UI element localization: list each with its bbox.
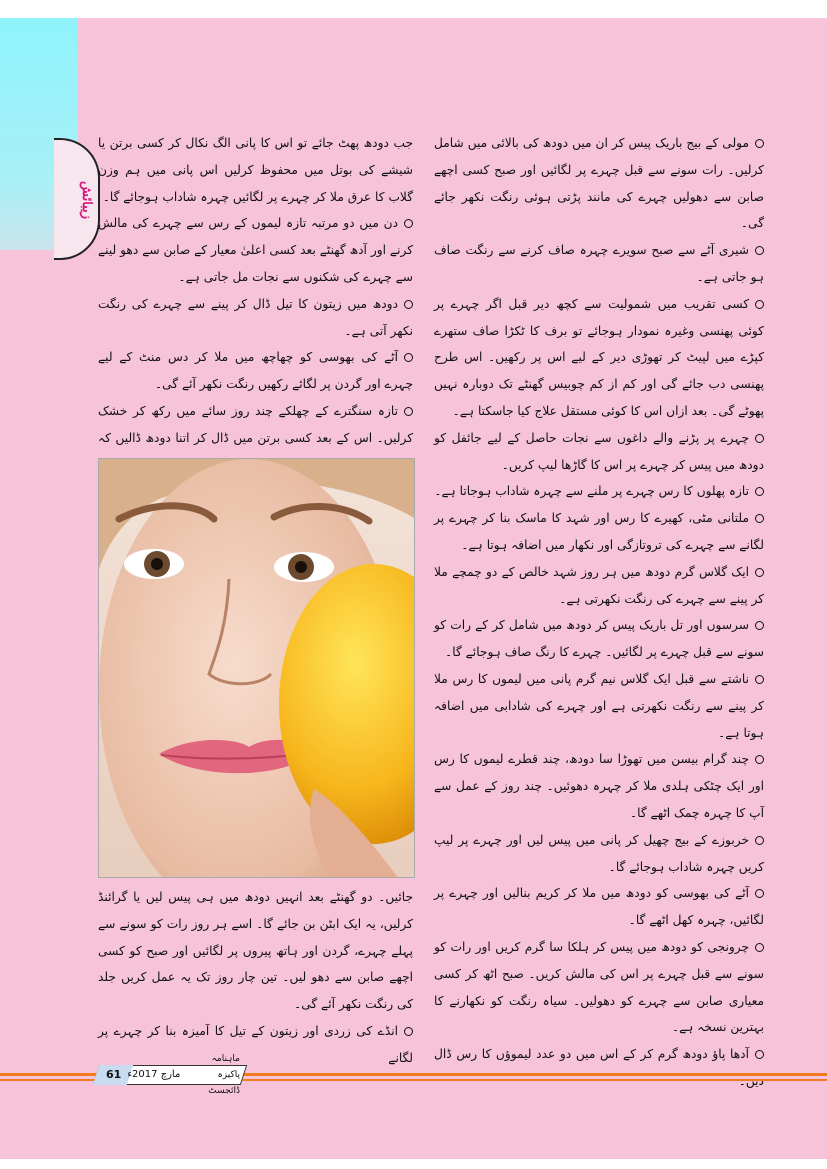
tip-item: آٹے کی بھوسی کو چھاچھ میں ملا کر دس منٹ کے لیے چہرے اور گردن پر لگائے رکھیں رنگت نکھر آئے گی۔	[98, 350, 413, 392]
bullet-icon	[755, 514, 764, 523]
tip-item: سرسوں اور تل باریک پیس کر دودھ میں شامل کر کے رات کو سونے سے قبل چہرے پر لگائیں۔ چہرے کا رنگ صاف ہوجائے گا۔	[434, 618, 764, 660]
tip-item: چرونجی کو دودھ میں پیس کر ہلکا سا گرم کریں اور رات کو سونے سے قبل چہرے پر اس کی مالش کریں۔ صبح اٹھ کر کسی معیاری صابن سے چہرے کو دھولیں۔ سیاہ رنگت کو نکھارنے کا بہترین نسخہ ہے۔	[434, 939, 764, 1035]
tip-item: چہرے پر پڑنے والے داغوں سے نجات حاصل کے لیے جائفل کو دودھ میں پیس کر چہرے پر اس کا گاڑھا لیپ کریں۔	[434, 430, 764, 472]
tip-item: انڈے کی زردی اور زیتون کے تیل کا آمیزہ بنا کر چہرے پر لگانے	[98, 1023, 413, 1065]
bullet-icon	[755, 943, 764, 952]
tip-item: تازہ پھلوں کا رس چہرے پر ملنے سے چہرہ شاداب ہوجاتا ہے۔	[434, 478, 764, 505]
face-lemon-photo	[98, 458, 415, 878]
bullet-icon	[755, 755, 764, 764]
tip-item: ملتانی مٹی، کھیرے کا رس اور شہد کا ماسک بنا کر چہرے پر لگانے سے چہرے کی تروتازگی اور نکھار میں اضافہ ہوتا ہے۔	[434, 511, 764, 552]
bullet-icon	[404, 407, 413, 416]
tip-item: خربوزے کے بیج چھیل کر پانی میں پیس لیں اور چہرے پر لیپ کریں چہرہ شاداب ہوجائے گا۔	[434, 832, 764, 874]
tip-item: دن میں دو مرتبہ تازہ لیموں کے رس سے چہرے کی مالش کرنے اور آدھ گھنٹے بعد کسی اعلیٰ معیار کے صابن سے دھو لینے سے چہرے کی شکنوں سے نجات مل جاتی ہے۔	[98, 216, 413, 284]
bullet-icon	[404, 353, 413, 362]
tip-item: مولی کے بیج باریک پیس کر ان میں دودھ کی بالائی میں شامل کرلیں۔ رات سونے سے قبل چہرے پر لگائیں اور صبح کسی اچھے صابن سے دھولیں چہرے کی مانند پڑتی ہوئی رنگت نکھر جائے گی۔	[434, 136, 764, 231]
tip-item: آٹے کی بھوسی کو دودھ میں ملا کر کریم بنالیں اور چہرے پر لگائیں، چہرہ کھل اٹھے گا۔	[434, 886, 764, 928]
tip-item: چند گرام بیسن میں تھوڑا سا دودھ، چند قطرے لیموں کا رس اور ایک چٹکی ہلدی ملا کر چہرہ دھوئیں۔ چند روز کے عمل سے آپ کا چہرہ چمک اٹھے گا۔	[434, 752, 764, 820]
tip-item: دودھ میں زیتون کا تیل ڈال کر پینے سے چہرے کی رنگت نکھر آتی ہے۔	[98, 296, 413, 338]
bullet-icon	[755, 836, 764, 845]
bullet-icon	[755, 675, 764, 684]
face-illustration	[99, 459, 415, 878]
bullet-icon	[755, 568, 764, 577]
tip-item: شیری آٹے سے صبح سویرے چہرہ صاف کرنے سے رنگت صاف ہو جاتی ہے۔	[434, 243, 764, 284]
tip-item: تازہ سنگترے کے چھلکے چند روز سائے میں رکھ کر خشک کرلیں۔ اس کے بعد کسی برتن میں ڈال کر اتنا دودھ ڈالیں کہ	[98, 403, 413, 445]
continuation-text: جب دودھ پھٹ جائے تو اس کا پانی الگ نکال کر کسی برتن یا شیشے کی بوتل میں محفوظ کرلیں اس پانی میں ہم وزن گلاب کا عرق ملا کر چہرے پر لگائیں چہرہ شاداب ہوجائے گا۔	[98, 136, 413, 204]
tip-item: ناشتے سے قبل ایک گلاس نیم گرم پانی میں لیموں کا رس ملا کر پینے سے رنگت نکھرتی ہے اور چہرے کی شادابی میں اضافہ ہوتا ہے۔	[434, 671, 764, 740]
magazine-name: ماہنامہ پاکیزہ ڈائجسٹ	[208, 1054, 240, 1096]
bullet-icon	[404, 1027, 413, 1036]
issue-date: مارچ 2017ء	[127, 1069, 181, 1080]
section-tab-label: زیبائش	[79, 181, 94, 219]
left-column-top	[98, 130, 413, 478]
bullet-icon	[755, 487, 764, 496]
bullet-icon	[755, 434, 764, 443]
bullet-icon	[755, 1050, 764, 1059]
continuation-text: جائیں۔ دو گھنٹے بعد انہیں دودھ میں ہی پیس لیں یا گرائنڈ کرلیں، یہ ایک ابٹن بن جائے گا۔ اسے ہر روز رات کو سونے سے پہلے چہرے، گردن اور ہاتھ پیروں پر لگائیں اور صبح کو کسی اچھے صابن سے دھو لیں۔ تین چار روز تک یہ عمل کریں جلد کی رنگت نکھر آئے گی۔	[98, 890, 413, 1012]
tip-item: ایک گلاس گرم دودھ میں ہر روز شہد خالص کے دو چمچے ملا کر پینے سے چہرے کی رنگت نکھرتی ہے۔	[434, 564, 764, 606]
right-column	[434, 130, 764, 1095]
bullet-icon	[404, 219, 413, 228]
bullet-icon	[404, 300, 413, 309]
page-number: 61	[106, 1068, 122, 1081]
footer-info	[106, 1054, 240, 1096]
left-column-bottom	[98, 884, 413, 1072]
bullet-icon	[755, 246, 764, 255]
tip-item: آدھا پاؤ دودھ گرم کر کے اس میں دو عدد لیموؤں کا رس ڈال	[434, 1041, 764, 1095]
tip-item: کسی تقریب میں شمولیت سے کچھ دیر قبل اگر چہرے پر کوئی پھنسی وغیرہ نمودار ہوجائے تو برف کا ٹکڑا صاف ستھرے کپڑے میں لپیٹ کر تھوڑی دیر کے لیے اس پر رکھیں۔ اس طرح پھنسی دب جائے گی اور کم از کم چوبیس گھنٹے تک دوبارہ نہیں پھوٹے گی۔ بعد ازاں اس کا کوئی مستقل علاج کیا جاسکتا ہے۔	[434, 296, 764, 418]
bullet-icon	[755, 889, 764, 898]
bullet-icon	[755, 300, 764, 309]
bullet-icon	[755, 139, 764, 148]
bullet-icon	[755, 621, 764, 630]
